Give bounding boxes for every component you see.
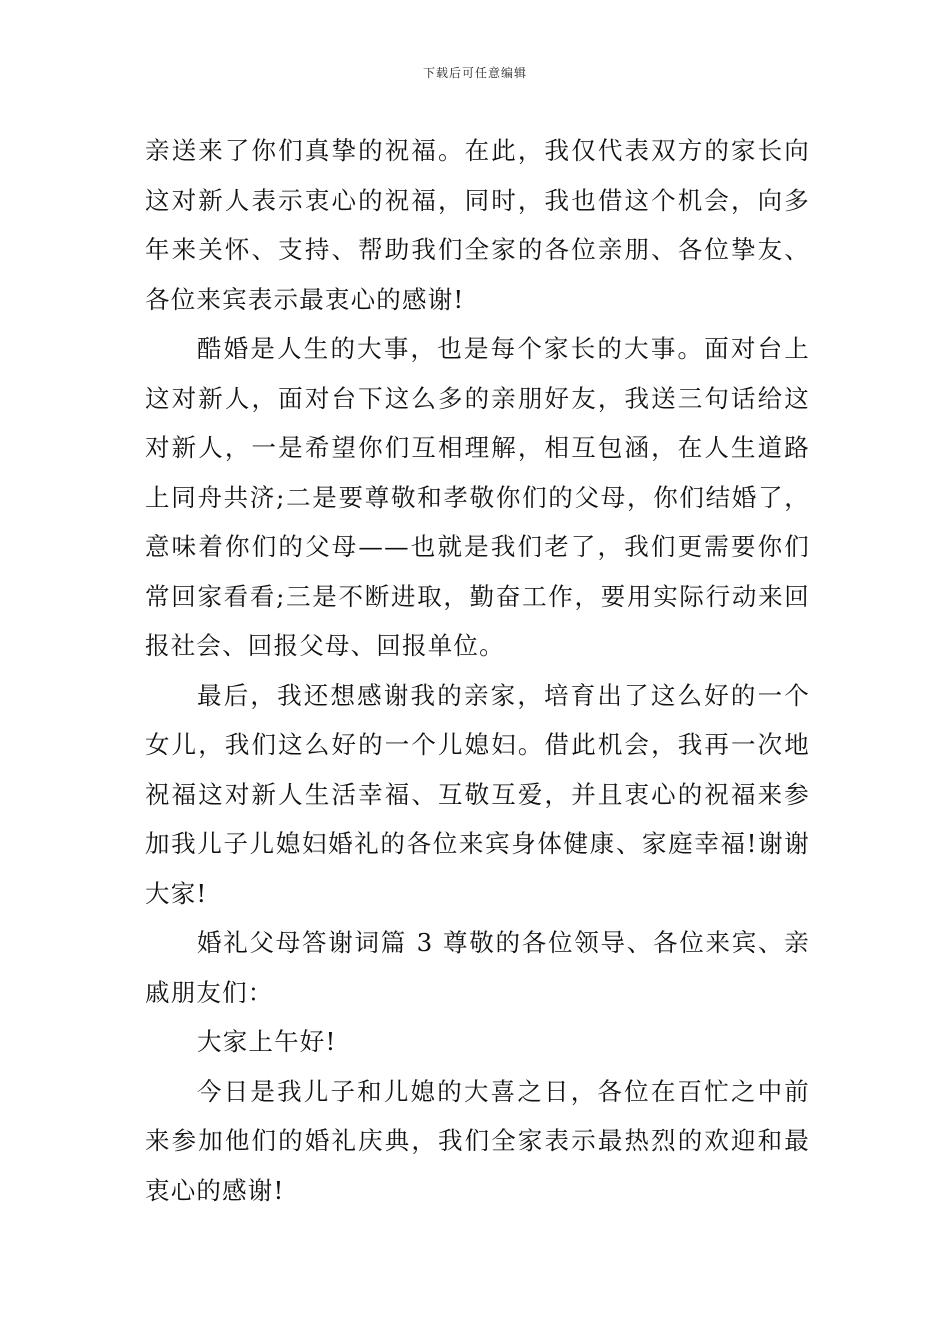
paragraph-advice: 酷婚是人生的大事，也是每个家长的大事。面对台上这对新人，面对台下这么多的亲朋好友，我送三句话给这对新人，一是希望你们互相理解，相互包涵，在人生道路上同舟共济;二是要尊敬和孝敬你们的父母，你们结婚了，意味着你们的父母——也就是我们老了，我们更需要你们常回家看看;三是不断进取，勤奋工作，要用实际行动来回报社会、回报父母、回报单位。	[145, 334, 810, 660]
page-header-note: 下载后可任意编辑	[422, 66, 527, 80]
paragraph-greeting: 大家上午好!	[197, 1027, 337, 1056]
paragraph-closing: 最后，我还想感谢我的亲家，培育出了这么好的一个女儿，我们这么好的一个儿媳妇。借此机会，我再一次地祝福这对新人生活幸福、互敬互爱，并且衷心的祝福来参加我儿子儿媳妇婚礼的各位来宾身体健康、家庭幸福!谢谢大家!	[145, 680, 810, 908]
paragraph-speech-3-heading: 婚礼父母答谢词篇 3 尊敬的各位领导、各位来宾、亲戚朋友们：	[145, 928, 810, 1007]
paragraph-welcome: 今日是我儿子和儿媳的大喜之日，各位在百忙之中前来参加他们的婚礼庆典，我们全家表示最热烈的欢迎和最衷心的感谢!	[145, 1076, 810, 1205]
document-body	[145, 126, 810, 1215]
paragraph-thanks-continued: 亲送来了你们真挚的祝福。在此，我仅代表双方的家长向这对新人表示衷心的祝福，同时，我也借这个机会，向多年来关怀、支持、帮助我们全家的各位亲朋、各位挚友、各位来宾表示最衷心的感谢!	[145, 136, 810, 314]
